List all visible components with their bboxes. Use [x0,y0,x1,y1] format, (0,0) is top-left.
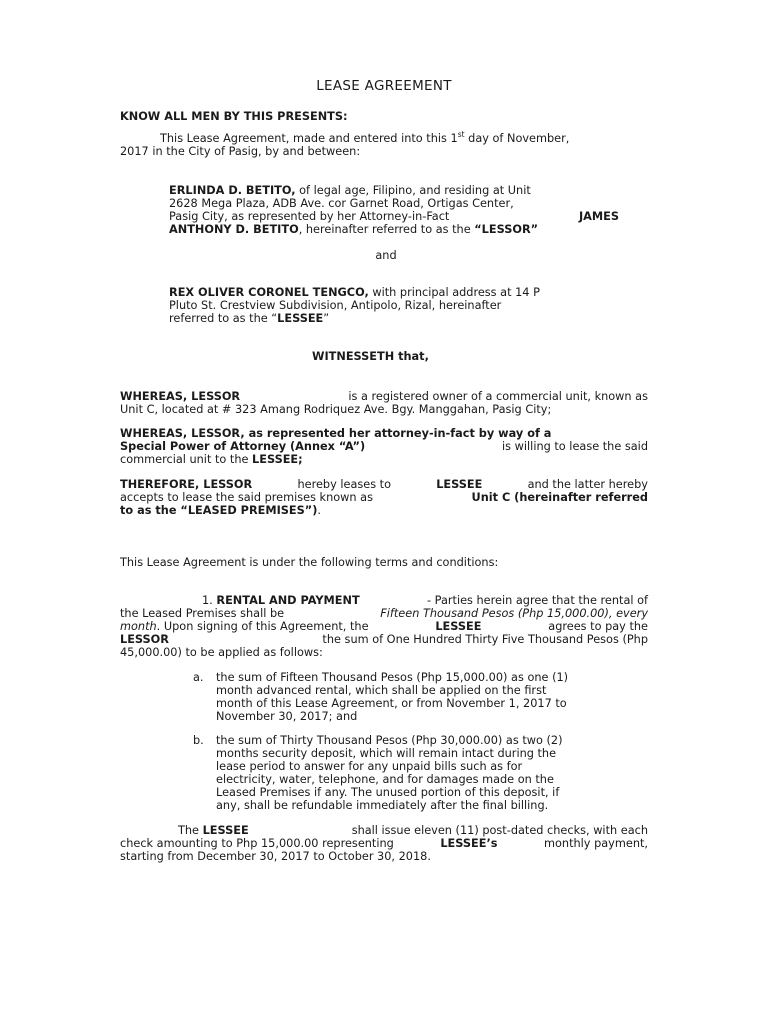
checks-line-1: The LESSEE shall issue eleven (11) post-dated checks, with each [178,824,648,837]
witnesseth-heading: WITNESSETH that, [312,350,429,363]
checks-line-2: check amounting to Php 15,000.00 representing LESSEE’s monthly payment, [120,837,648,850]
intro-line-2: 2017 in the City of Pasig, by and between: [120,145,361,158]
item-b-line-5: Leased Premises if any. The unused portion of this deposit, if [216,786,560,799]
item-a-line-2: month advanced rental, which shall be applied on the first [216,684,547,697]
lessor-line-4: ANTHONY D. BETITO, hereinafter referred to as the “LESSOR” [169,223,539,236]
item-a-line-1: the sum of Fifteen Thousand Pesos (Php 15,000.00) as one (1) [216,671,569,684]
rental-line-4: LESSOR the sum of One Hundred Thirty Five Thousand Pesos (Php [120,633,648,646]
terms-intro: This Lease Agreement is under the following terms and conditions: [120,556,499,569]
intro-text: This Lease Agreement, made and entered into this 1st day of November, [160,130,570,145]
therefore-line-1: THEREFORE, LESSOR hereby leases to LESSEE and the latter hereby [120,478,648,491]
whereas-1-line-2: Unit C, located at # 323 Amang Rodriquez Ave. Bgy. Manggahan, Pasig City; [120,403,552,416]
item-b-line-3: lease period to answer for any unpaid bills such as for [216,760,523,773]
lessee-line-1: REX OLIVER CORONEL TENGCO, with principal address at 14 P [169,286,540,299]
and-separator: and [375,249,397,262]
therefore-line-2: accepts to lease the said premises known as Unit C (hereinafter referred [120,491,648,504]
lessor-line-2: 2628 Mega Plaza, ADB Ave. cor Garnet Road, Ortigas Center, [169,197,514,210]
whereas-1-line-1: WHEREAS, LESSOR is a registered owner of a commercial unit, known as [120,390,648,403]
item-a-marker: a. [193,671,204,684]
item-b-line-1: the sum of Thirty Thousand Pesos (Php 30,000.00) as two (2) [216,734,563,747]
item-b-marker: b. [193,734,204,747]
intro-line-1 [160,132,648,145]
whereas-2-line-3: commercial unit to the LESSEE; [120,453,303,466]
item-b-line-2: months security deposit, which will remain intact during the [216,747,557,760]
document-title: LEASE AGREEMENT [316,78,452,94]
therefore-line-3: to as the “LEASED PREMISES”). [120,504,321,517]
item-a-line-3: month of this Lease Agreement, or from November 1, 2017 to [216,697,567,710]
item-b-line-4: electricity, water, telephone, and for damages made on the [216,773,554,786]
rental-line-2: the Leased Premises shall be Fifteen Thousand Pesos (Php 15,000.00), every [120,607,648,620]
know-all-heading: KNOW ALL MEN BY THIS PRESENTS: [120,110,348,123]
item-b-line-6: any, shall be refundable immediately after the final billing. [216,799,549,812]
checks-line-3: starting from December 30, 2017 to October 30, 2018. [120,850,431,863]
lessor-line-1: ERLINDA D. BETITO, of legal age, Filipino, and residing at Unit [169,184,531,197]
item-a-line-4: November 30, 2017; and [216,710,358,723]
whereas-2-line-2: Special Power of Attorney (Annex “A”) is willing to lease the said [120,440,648,453]
rental-line-5: 45,000.00) to be applied as follows: [120,646,323,659]
rental-line-1: 1. RENTAL AND PAYMENT - Parties herein agree that the rental of [202,594,648,607]
lessee-line-2: Pluto St. Crestview Subdivision, Antipolo, Rizal, hereinafter [169,299,502,312]
lessee-line-3: referred to as the “LESSEE” [169,312,330,325]
whereas-2-line-1: WHEREAS, LESSOR, as represented her attorney-in-fact by way of a [120,427,552,440]
rental-line-3: month. Upon signing of this Agreement, the LESSEE agrees to pay the [120,620,648,633]
lessor-line-3: Pasig City, as represented by her Attorney-in-Fact JAMES [169,210,619,223]
